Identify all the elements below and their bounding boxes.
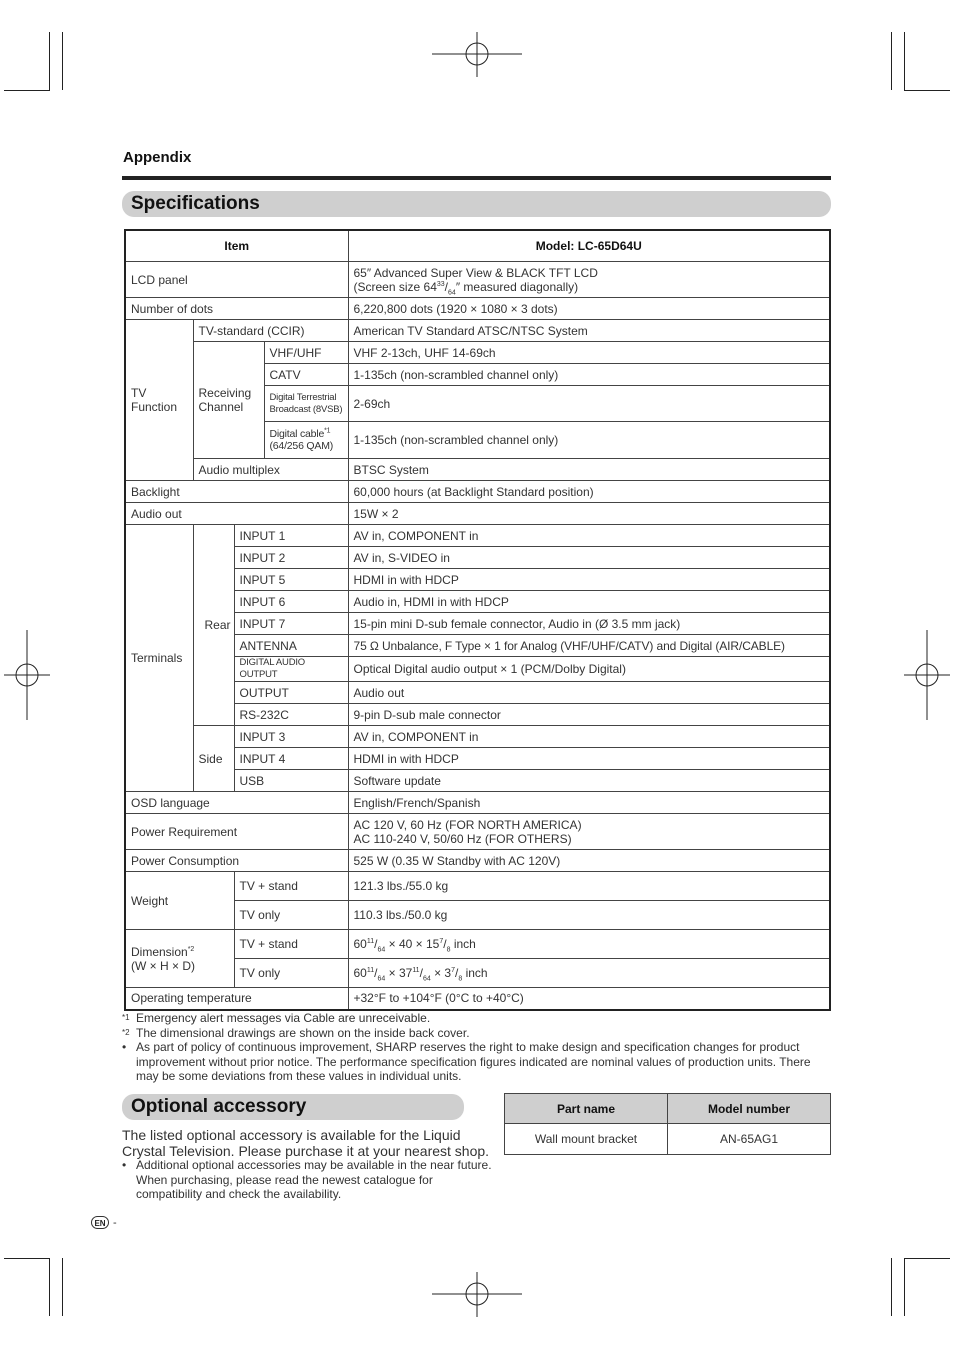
text: ″ measured diagonally) xyxy=(455,279,579,294)
row-value: 110.3 lbs./50.0 kg xyxy=(348,901,830,930)
footnote xyxy=(122,1026,832,1041)
crop-mark xyxy=(904,1258,950,1259)
frac-num: 7 xyxy=(439,938,444,945)
row-value: Audio in, HDMI in with HDCP xyxy=(348,591,830,613)
note xyxy=(122,1158,492,1202)
bullet: • xyxy=(122,1158,127,1172)
text: 60 xyxy=(353,966,367,980)
frac-num: 11 xyxy=(366,967,375,974)
row-value: 2-69ch xyxy=(348,386,830,422)
frac-den: 64 xyxy=(422,975,431,983)
row-label: INPUT 3 xyxy=(234,726,348,748)
table-row xyxy=(125,872,830,901)
table-row xyxy=(125,298,830,320)
label-line: (W × H × D) xyxy=(131,958,196,973)
row-label: VHF/UHF xyxy=(264,342,348,364)
subgroup-label: Rear xyxy=(193,525,234,726)
label-line: Digital Terrestrial xyxy=(269,391,337,403)
part-name-cell: Wall mount bracket xyxy=(505,1124,668,1155)
subgroup-label: Side xyxy=(193,726,234,792)
row-label: Number of dots xyxy=(125,298,348,320)
row-label: TV-standard (CCIR) xyxy=(193,320,348,342)
registration-mark-icon xyxy=(904,630,950,720)
label-line: Broadcast (8VSB) xyxy=(269,403,343,415)
row-value: BTSC System xyxy=(348,459,830,481)
row-label: INPUT 6 xyxy=(234,591,348,613)
row-label: Operating temperature xyxy=(125,988,348,1010)
table-row xyxy=(125,930,830,959)
row-sublabel: TV only xyxy=(234,901,348,930)
label-text: Dimension xyxy=(131,944,188,959)
registration-mark-icon xyxy=(432,1272,522,1317)
row-label: DIGITAL AUDIO OUTPUT xyxy=(234,657,348,682)
model-header: Model: LC-65D64U xyxy=(348,230,830,262)
text: × 37 xyxy=(385,966,413,980)
footnote-mark: *1 xyxy=(324,427,331,435)
crop-mark xyxy=(904,1258,905,1316)
row-value: Optical Digital audio output × 1 (PCM/Dolby Digital) xyxy=(348,657,830,682)
crop-mark xyxy=(891,32,892,90)
row-label: Weight xyxy=(125,872,234,930)
label-line: (64/256 QAM) xyxy=(269,440,334,452)
row-value: 9-pin D-sub male connector xyxy=(348,704,830,726)
crop-mark xyxy=(904,32,905,90)
row-value: +32°F to +104°F (0°C to +40°C) xyxy=(348,988,830,1010)
frac-num: 11 xyxy=(366,938,375,945)
label-line: Channel xyxy=(198,400,244,414)
row-label: CATV xyxy=(264,364,348,386)
row-value: HDMI in with HDCP xyxy=(348,569,830,591)
row-label: Audio multiplex xyxy=(193,459,348,481)
registration-mark-icon xyxy=(4,630,50,720)
specifications-table xyxy=(124,229,831,1011)
crop-mark xyxy=(62,32,63,90)
model-number-cell: AN-65AG1 xyxy=(668,1124,831,1155)
subgroup-label xyxy=(193,342,264,459)
label-line: TV xyxy=(131,386,147,400)
row-label: Backlight xyxy=(125,481,348,503)
row-value: AV in, COMPONENT in xyxy=(348,726,830,748)
specifications-title: Specifications xyxy=(122,191,831,217)
row-value: 525 W (0.35 W Standby with AC 120V) xyxy=(348,850,830,872)
footnote-text: As part of policy of continuous improvement, SHARP reserves the right to make design and specification changes for product improvement without prior notice. The performance specification figures indicated are nominal values of production units. There may be some deviations from these values in individual units. xyxy=(136,1040,811,1083)
row-label: INPUT 7 xyxy=(234,613,348,635)
table-row xyxy=(125,988,830,1010)
table-row xyxy=(125,459,830,481)
row-value xyxy=(348,262,830,298)
table-row xyxy=(125,850,830,872)
optional-accessory-title: Optional accessory xyxy=(122,1094,464,1120)
row-value: 6,220,800 dots (1920 × 1080 × 3 dots) xyxy=(348,298,830,320)
table-row xyxy=(125,503,830,525)
frac-den: 64 xyxy=(377,946,386,954)
row-value: Software update xyxy=(348,770,830,792)
frac-num: 11 xyxy=(412,967,420,974)
table-header-row xyxy=(505,1094,831,1124)
language-badge: EN xyxy=(91,1216,109,1229)
row-value: VHF 2-13ch, UHF 14-69ch xyxy=(348,342,830,364)
row-label: INPUT 2 xyxy=(234,547,348,569)
footnote-text: The dimensional drawings are shown on the inside back cover. xyxy=(136,1025,470,1040)
footnote-mark: *2 xyxy=(187,945,195,953)
value-line xyxy=(354,280,825,294)
crop-mark xyxy=(4,90,50,91)
row-label: USB xyxy=(234,770,348,792)
footnote xyxy=(122,1011,832,1026)
row-value: 75 Ω Unbalance, F Type × 1 for Analog (VHF/UHF/CATV) and Digital (AIR/CABLE) xyxy=(348,635,830,657)
footnote-text: Emergency alert messages via Cable are unreceivable. xyxy=(136,1011,431,1025)
row-value: $60^{11}/_{64} \times 40 \times 15^7/_8$ inch xyxy=(348,930,830,959)
crop-mark xyxy=(49,1258,50,1316)
row-value: AV in, COMPONENT in xyxy=(348,525,830,547)
row-value: 1-135ch (non-scrambled channel only) xyxy=(348,364,830,386)
footnote-mark: *2 xyxy=(122,1027,130,1037)
table-header-row xyxy=(125,230,830,262)
row-value: AV in, S-VIDEO in xyxy=(348,547,830,569)
table-row xyxy=(125,792,830,814)
row-value: 121.3 lbs./55.0 kg xyxy=(348,872,830,901)
text: (Screen size 64 xyxy=(353,279,437,294)
row-label: OSD language xyxy=(125,792,348,814)
text: × 40 × 15 xyxy=(385,937,440,951)
row-value: $60^{11}/_{64} \times 37^{11}/_{64} \times 3^7/_8$ inch xyxy=(348,959,830,988)
row-value: American TV Standard ATSC/NTSC System xyxy=(348,320,830,342)
row-value: 1-135ch (non-scrambled channel only) xyxy=(348,422,830,459)
page-number-dash: - xyxy=(113,1217,117,1229)
accessory-table xyxy=(504,1093,831,1155)
row-label: Power Consumption xyxy=(125,850,348,872)
row-sublabel: TV + stand xyxy=(234,872,348,901)
table-row xyxy=(125,814,830,850)
table-row xyxy=(125,342,830,364)
footnote xyxy=(122,1040,832,1084)
table-row xyxy=(125,481,830,503)
table-row xyxy=(505,1124,831,1155)
text: inch xyxy=(462,966,488,980)
value-line: AC 110-240 V, 50/60 Hz (FOR OTHERS) xyxy=(353,831,572,846)
row-value: 15-pin mini D-sub female connector, Audio in (Ø 3.5 mm jack) xyxy=(348,613,830,635)
text: inch xyxy=(450,937,476,951)
row-label: Audio out xyxy=(125,503,348,525)
footnote-mark: *1 xyxy=(122,1013,130,1022)
row-label: INPUT 4 xyxy=(234,748,348,770)
row-value: Audio out xyxy=(348,682,830,704)
row-sublabel: TV + stand xyxy=(234,930,348,959)
row-label xyxy=(125,930,234,988)
row-value: HDMI in with HDCP xyxy=(348,748,830,770)
crop-mark xyxy=(62,1258,63,1316)
text: 60 xyxy=(353,937,367,951)
row-label xyxy=(264,386,348,422)
table-row xyxy=(125,262,830,298)
label-text: Digital cable xyxy=(269,428,325,440)
accessory-note xyxy=(122,1158,492,1202)
frac-slash: / xyxy=(444,279,449,294)
frac-den: 8 xyxy=(458,975,463,983)
frac-num: 7 xyxy=(451,967,455,974)
row-label: ANTENNA xyxy=(234,635,348,657)
row-label: INPUT 1 xyxy=(234,525,348,547)
label-line: Function xyxy=(131,400,178,414)
frac-den: 64 xyxy=(377,975,386,983)
note-text: Additional optional accessories may be available in the near future. When purchasing, please read the newest catalogue for compatibility and check the availability. xyxy=(136,1158,492,1201)
value-line: AC 120 V, 60 Hz (FOR NORTH AMERICA) xyxy=(353,817,582,832)
frac-den: 8 xyxy=(446,946,451,954)
row-label: RS-232C xyxy=(234,704,348,726)
section-heading: Appendix xyxy=(123,149,192,166)
row-label: INPUT 5 xyxy=(234,569,348,591)
crop-mark xyxy=(49,32,50,90)
row-sublabel: TV only xyxy=(234,959,348,988)
table-row xyxy=(125,726,830,748)
table-row xyxy=(125,525,830,547)
row-value: 60,000 hours (at Backlight Standard position) xyxy=(348,481,830,503)
label-line xyxy=(270,428,343,440)
group-label: Terminals xyxy=(125,525,193,792)
row-value: English/French/Spanish xyxy=(348,792,830,814)
item-header: Item xyxy=(125,230,348,262)
accessory-description: The listed optional accessory is available for the Liquid Crystal Television. Please purchase it at your nearest shop. xyxy=(122,1127,490,1159)
model-number-header: Model number xyxy=(668,1094,831,1124)
row-label: OUTPUT xyxy=(234,682,348,704)
row-value: 15W × 2 xyxy=(348,503,830,525)
label-line xyxy=(131,945,229,959)
part-name-header: Part name xyxy=(505,1094,668,1124)
frac-den: 64 xyxy=(448,288,456,296)
label-line: Receiving xyxy=(198,386,252,400)
value-line: 65″ Advanced Super View & BLACK TFT LCD xyxy=(353,265,598,280)
crop-mark xyxy=(4,1258,50,1259)
row-label xyxy=(264,422,348,459)
group-label xyxy=(125,320,193,481)
crop-mark xyxy=(891,1258,892,1316)
footnotes xyxy=(122,1011,832,1084)
row-label: Power Requirement xyxy=(125,814,348,850)
registration-mark-icon xyxy=(432,32,522,77)
row-value xyxy=(348,814,830,850)
heading-rule xyxy=(122,176,831,180)
bullet: • xyxy=(122,1040,127,1054)
crop-mark xyxy=(904,90,950,91)
text: × 3 xyxy=(430,966,452,980)
frac-num: 33 xyxy=(436,280,445,288)
table-row xyxy=(125,320,830,342)
row-label: LCD panel xyxy=(125,262,348,298)
